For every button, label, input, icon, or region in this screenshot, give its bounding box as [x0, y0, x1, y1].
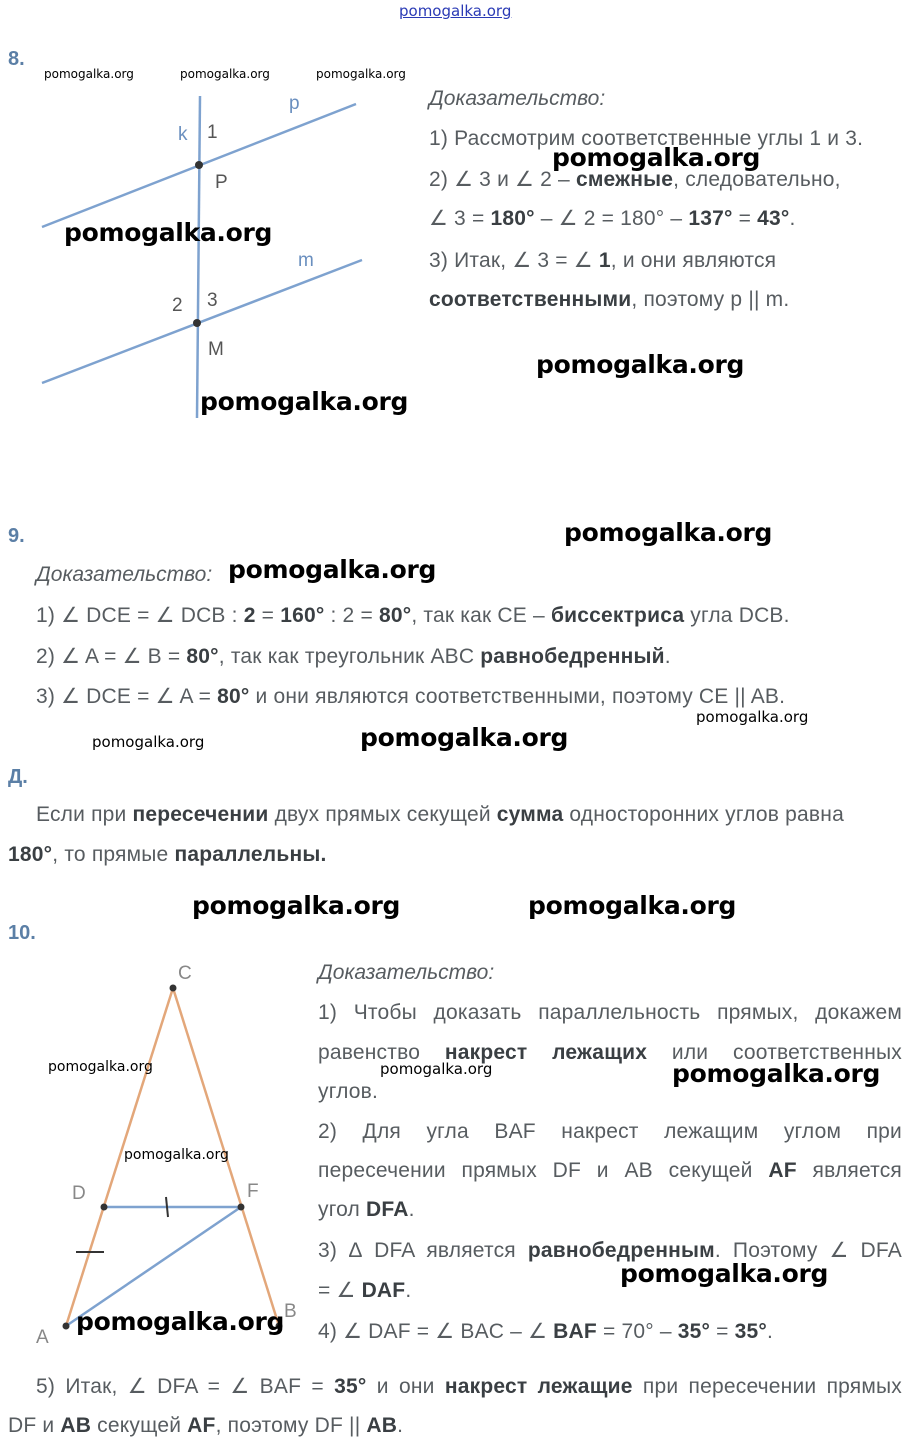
point-M	[193, 319, 201, 327]
task-d-number: Д.	[8, 766, 28, 788]
watermark-small: pomogalka.org	[316, 67, 406, 81]
label-p: p	[289, 93, 300, 114]
task-10-p5-line-1: 5) Итак, ∠ DFA = ∠ BAF = 35° и они накрест лежащие при пересечении прямых	[36, 1375, 902, 1398]
label-P: P	[215, 172, 228, 193]
task-9-number: 9.	[8, 525, 25, 547]
watermark-top[interactable]: pomogalka.org	[399, 2, 512, 20]
watermark-large: pomogalka.org	[192, 891, 401, 920]
label-C: C	[178, 963, 192, 984]
point-A	[63, 1323, 70, 1330]
watermark-large: pomogalka.org	[200, 387, 409, 416]
label-angle-2: 2	[172, 295, 183, 316]
task-10-proof-header: Доказательство:	[318, 961, 495, 984]
task-10-p1-line-2: равенство накрест лежащих или соответственных	[318, 1041, 903, 1064]
watermark-medium: pomogalka.org	[380, 1060, 493, 1078]
label-B: B	[284, 1301, 297, 1322]
task-8-line-4: 3) Итак, ∠ 3 = ∠ 1, и они являются	[429, 249, 777, 272]
watermark-large: pomogalka.org	[228, 555, 437, 584]
task-8-line-3: ∠ 3 = 180° – ∠ 2 = 180° – 137° = 43°.	[429, 207, 796, 230]
task-10-p1-line-1: 1) Чтобы доказать параллельность прямых, докажем	[318, 1001, 902, 1024]
task-10-p3-line-1: 3) ∆ DFA является равнобедренным. Поэтому ∠ DFA	[318, 1239, 902, 1262]
watermark-large: pomogalka.org	[620, 1259, 829, 1288]
watermark-medium: pomogalka.org	[696, 708, 809, 726]
label-D: D	[72, 1183, 86, 1204]
label-m: m	[298, 250, 314, 271]
watermark-small: pomogalka.org	[44, 67, 134, 81]
point-D	[101, 1204, 108, 1211]
task-d-line-2: 180°, то прямые параллельны.	[8, 843, 327, 866]
watermark-large: pomogalka.org	[672, 1059, 881, 1088]
task-9-line-1: 1) ∠ DCE = ∠ DCB : 2 = 160° : 2 = 80°, так как CE – биссектриса угла DCB.	[36, 604, 790, 627]
point-P	[195, 161, 203, 169]
point-F	[238, 1204, 245, 1211]
watermark-large: pomogalka.org	[64, 218, 273, 247]
task-8-line-2: 2) ∠ 3 и ∠ 2 – смежные, следовательно,	[429, 168, 841, 191]
parallel-lines-figure	[0, 80, 400, 430]
watermark-medium: pomogalka.org	[48, 1059, 153, 1075]
watermark-large: pomogalka.org	[536, 350, 745, 379]
watermark-large: pomogalka.org	[528, 891, 737, 920]
task-10-number: 10.	[8, 922, 36, 944]
task-10-p2-line-1: 2) Для угла BAF накрест лежащим углом при	[318, 1120, 902, 1143]
label-F: F	[247, 1181, 259, 1202]
task-10-p1-line-3: углов.	[318, 1080, 379, 1103]
tick-mark-DF	[166, 1197, 168, 1217]
watermark-medium: pomogalka.org	[124, 1147, 229, 1163]
watermark-large: pomogalka.org	[552, 143, 761, 172]
task-9-line-2: 2) ∠ A = ∠ B = 80°, так как треугольник ABC равнобедренный.	[36, 645, 671, 668]
watermark-small: pomogalka.org	[180, 67, 270, 81]
label-M: M	[208, 339, 224, 360]
watermark-medium: pomogalka.org	[92, 733, 205, 751]
label-angle-1: 1	[207, 122, 218, 143]
task-9-line-3: 3) ∠ DCE = ∠ A = 80° и они являются соответственными, поэтому CE || AB.	[36, 685, 786, 708]
task-10-p4: 4) ∠ DAF = ∠ BAC – ∠ BAF = 70° – 35° = 35°.	[318, 1320, 774, 1343]
task-8-line-5: соответственными, поэтому p || m.	[429, 288, 790, 311]
watermark-large: pomogalka.org	[360, 723, 569, 752]
point-C	[170, 985, 177, 992]
task-10-p2-line-3: угол DFA.	[318, 1198, 415, 1221]
watermark-large: pomogalka.org	[76, 1307, 285, 1336]
task-8-proof-header: Доказательство:	[429, 87, 606, 110]
task-8-number: 8.	[8, 48, 25, 70]
task-10-p3-line-2: = ∠ DAF.	[318, 1279, 412, 1302]
task-10-p5-line-2: DF и AB секущей AF, поэтому DF || AB.	[8, 1414, 404, 1437]
task-10-p2-line-2: пересечении прямых DF и AB секущей AF является	[318, 1159, 902, 1182]
watermark-large: pomogalka.org	[564, 518, 773, 547]
label-A: A	[36, 1327, 49, 1348]
label-k: k	[178, 124, 188, 145]
task-d-line-1: Если при пересечении двух прямых секущей сумма односторонних углов равна	[36, 803, 844, 826]
task-9-proof-header: Доказательство:	[36, 563, 213, 586]
line-m	[42, 260, 362, 383]
task-8-line-1: 1) Рассмотрим соответственные углы 1 и 3.	[429, 127, 864, 150]
line-k	[197, 96, 200, 418]
label-angle-3: 3	[207, 290, 218, 311]
